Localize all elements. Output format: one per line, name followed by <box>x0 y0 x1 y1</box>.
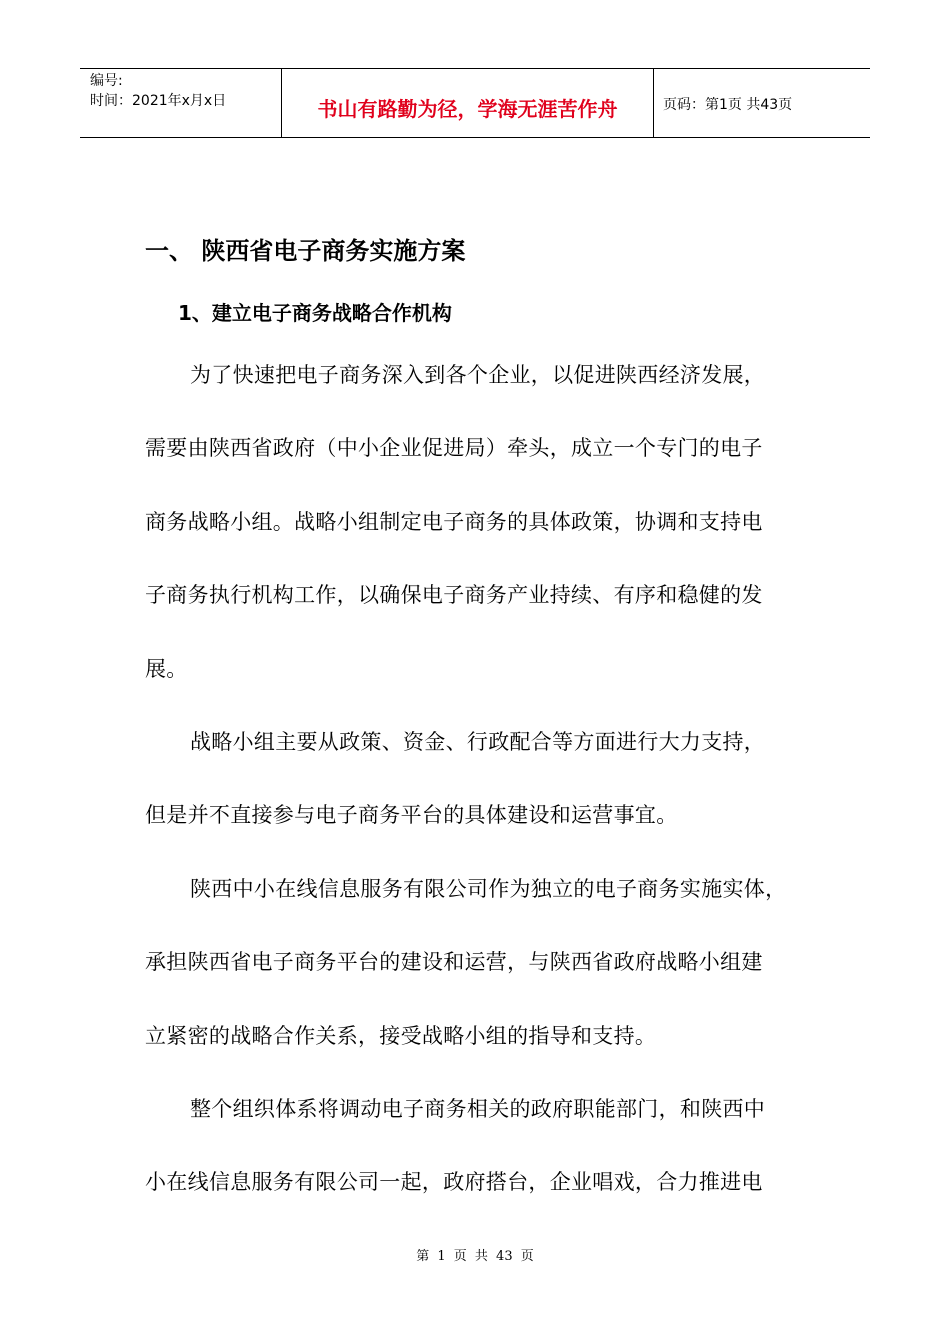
header-motto: 书山有路勤为径，学海无涯苦作舟 <box>317 97 618 121</box>
subsection-title: 1、建立电子商务战略合作机构 <box>178 301 452 325</box>
text-line: 小在线信息服务有限公司一起，政府搭台，企业唱戏，合力推进电 <box>145 1170 763 1195</box>
header-page-info: 页码：第1页 共43页 <box>663 97 793 113</box>
time-label: 时间：2021年x月x日 <box>90 93 227 109</box>
header-divider <box>653 69 654 137</box>
text-line: 整个组织体系将调动电子商务相关的政府职能部门，和陕西中 <box>190 1096 766 1121</box>
text-line: 需要由陕西省政府（中小企业促进局）牵头，成立一个专门的电子 <box>145 436 763 461</box>
text-line: 战略小组主要从政策、资金、行政配合等方面进行大力支持， <box>190 729 766 754</box>
text-line: 立紧密的战略合作关系，接受战略小组的指导和支持。 <box>145 1023 657 1048</box>
text-line: 展。 <box>145 656 188 681</box>
text-line: 但是并不直接参与电子商务平台的具体建设和运营事宜。 <box>145 803 678 828</box>
text-line: 为了快速把电子商务深入到各个企业，以促进陕西经济发展， <box>190 363 766 387</box>
page-header <box>80 68 870 138</box>
text-line: 商务战略小组。战略小组制定电子商务的具体政策，协调和支持电 <box>145 509 763 534</box>
section-title: 一、 陕西省电子商务实施方案 <box>145 237 466 265</box>
header-meta <box>90 71 226 111</box>
page-footer: 第 1 页 共 43 页 <box>416 1249 534 1264</box>
number-label: 编号: <box>90 73 123 89</box>
text-line: 陕西中小在线信息服务有限公司作为独立的电子商务实施实体， <box>190 876 787 901</box>
text-line: 子商务执行机构工作，以确保电子商务产业持续、有序和稳健的发 <box>145 583 763 608</box>
body-text <box>145 342 805 1223</box>
text-line: 承担陕西省电子商务平台的建设和运营，与陕西省政府战略小组建 <box>145 950 763 975</box>
